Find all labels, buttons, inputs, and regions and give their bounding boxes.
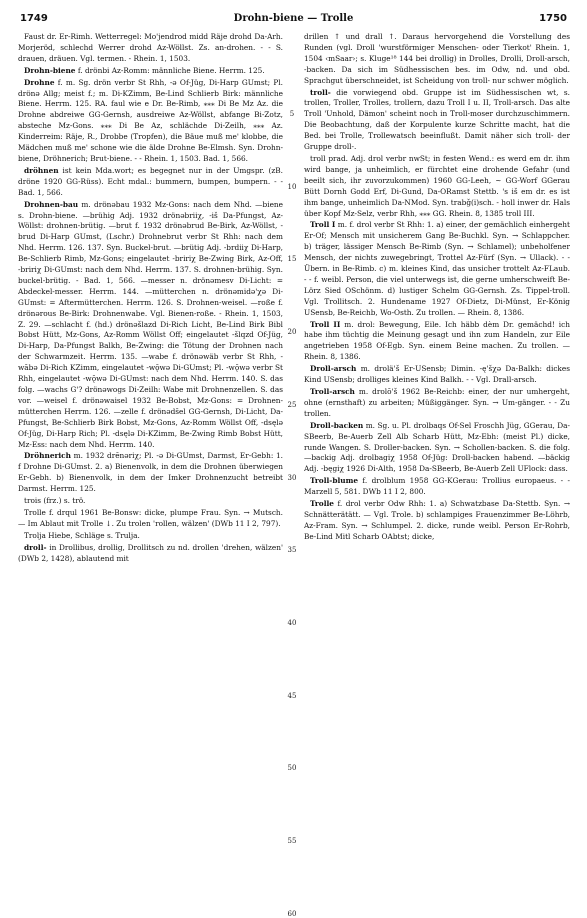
entry-text: m. Sg. u. Pl. drolbaqs Of-Sel Froschh Jüg, GGerau, Da-SBeerb, Be-Auerb Zell Alb Scharb Hütt, Mz-Ebh: (meist Pl.) dicke, runde Wangen. S. Droller-backen. Syn. → Schollen-backen. S. die folg. —backig Adj. drolbagiχ 1958 Of-Jüg: Droll-backen habend. —bäckig Adj. -bęgiχ 1926 Di-Alth, 1958 Da-SBeerb, Be-Auerb Zell UFlock: dass. xyxy=(304,420,570,474)
line-number: 30 xyxy=(287,473,297,482)
entry-headword: Drohnen-bau xyxy=(24,199,79,209)
line-number: 35 xyxy=(287,546,297,555)
dictionary-entry xyxy=(18,166,283,199)
entry-text: Trolle f. drqul 1961 Be-Bonsw: dicke, plumpe Frau. Syn. → Mutsch. — Im Ablaut mit Trolle ↓. Zu trolen 'rollen, wälzen' (DWb 11 I 2, 797). xyxy=(18,507,283,528)
entry-headword: Droll-arsch xyxy=(310,364,357,374)
entry-headword: Troll I xyxy=(310,220,336,230)
entry-headword: Droll-backen xyxy=(310,420,364,430)
entry-text: die vorwiegend obd. Gruppe ist im Südhessischen wt, s. trollen, Troller, Trolles, trollern, dazu Troll I u. II, Troll-arsch. Das alte Troll 'Unhold, Dämon' scheint noch in Troll-moser durchzuschimmern. Die Beobachtung, daß der Korpulente kurze Schritte macht, hat die Bed. bei Trolle, Trollewatsch beeinflußt. Damit näher sich troll- der Gruppe droll-. xyxy=(304,87,570,152)
line-number: 20 xyxy=(287,328,297,337)
entry-text: trois (frz.) s. trö. xyxy=(24,496,86,506)
entry-text: f. drönbi Az-Romm: männliche Biene. Herrm. 125. xyxy=(77,65,265,75)
dictionary-entry xyxy=(18,531,283,542)
entry-headword: Troll-arsch xyxy=(310,387,355,396)
entry-text: troll prad. Adj. drol verbr nwSt; in festen Wend.: es werd em dr. ihm wird bange, ja unheimlich, er fürchtet eine drohende Gefahr (und beeilt sich, ihr zuvorzukommen) 1960 GG-Leeh, ~ GG-Worf GGerau Bütt Dornh Godd Erf, Di-Gund, Da-ORamst Stettb. 's iš em dr. es ist ihm bange, unheimlich Da-NMod. Syn. trabǧ(i)sch. - holl inwer dr. Hals über Kopf Mz-Selz, verbr Rhh, ⁎⁎⁎ GG. Rhein. 8, 1385 troll III. xyxy=(304,153,570,218)
entry-headword: Drohne xyxy=(24,77,55,87)
dictionary-entry xyxy=(304,88,570,153)
entry-text: Faust dr. Er-Rimh. Wetterregel: Mo'jendrod midd Räje drohd Da-Arh. Morjeröd, schlechd Werrer drohd Az-Wöllst. Zs. an-drohen. - - S. drauen, dräuen. Vgl. termen. - Rhein. 1, 1503. xyxy=(18,32,283,63)
entry-text: drillen ↑ und drall ↑. Daraus hervorgehend die Vorstellung des Runden (vgl. Droll 'wurstförmiger Menschen- oder Tierkot' Rhein. 1, 1504 ‹mSaar›; s. Kluge¹⁸ 144 bei drollig) in Drolles, Drolli, Droll-arsch, -backen. Da sich im Südhessischen bes. im Odw, nd. und obd. Sprachgut überschneidet, ist Scheidung von troll- nur schwer möglich. xyxy=(304,32,570,85)
dictionary-entry xyxy=(304,421,570,476)
entry-text: m. drolä'š Er-USensb; Dimin. -ę'šχə Da-Balkh: dickes Kind USensb; drolliges kleines Kind Balkh. - - Vgl. Drall-arsch. xyxy=(304,364,570,385)
right-page-number: 1750 xyxy=(539,13,567,24)
entry-headword: droll- xyxy=(24,542,47,552)
dictionary-entry xyxy=(304,499,570,543)
dictionary-entry xyxy=(304,220,570,318)
line-number: 5 xyxy=(289,110,295,118)
entry-text: in Drollibus, drollig, Drollitsch zu nd. drollen 'drehen, wälzen' (DWb 2, 1428), ablautend mit xyxy=(18,542,283,563)
dictionary-entry xyxy=(18,451,283,495)
entry-text: ist kein Mda.wort; es begegnet nur in der Umgspr. (zB. dröne 1920 GG-Rüss). Echt mdal.: bummern, bumpen, bumpern. - - Bad. 1, 566. xyxy=(18,165,283,197)
entry-text: f. drol verbr Odw Rhh: 1. a) Schwatzbase Da-Stettb. Syn. → Schnätterätätt. — Vgl. Trole. b) schlampiges Frauenzimmer Be-Löhrb, Az-Fram. Syn. → Schlumpel. 2. dicke, runde weibl. Person Er-Rohrb, Be-Lind Mitl Scharb OAbtst; dicke, xyxy=(304,499,570,541)
dictionary-entry xyxy=(304,154,570,219)
entry-text: m. drönəbau 1932 Mz-Gons: nach dem Nhd. —biene s. Drohn-biene. —brühig Adj. 1932 drönəbriiχ, -iš Da-Pfungst, Az-Wöllst: drohnen-brütig. —brut f. 1932 drönəbrud Be-Birk, Az-Wöllst, -brud Di-Harp GUmst, (Lschr.) Drohnebrut verbr St Rhh: nach dem Nhd. Herrm. 126. 137. Syn. Buckel-brut. —brütig Adj. -brdiiχ Di-Harp, Be-Schlierb Rimb, Mz-Gons; eingelautet -bririχ Be-Zwing Birk, Az-Off, -bririχ Di-GUmst: nach dem Nhd. Herrm. 137. S. drohnen-brühig. Syn. buckel-brütig. - Bad. 1, 566. —messer n. drönəmesv Di-Licht: = Abdeckel-messer. Herrm. 144. —mütterchen n. drönəmidə'χə Di-GUmst: = Aftermütterchen. Herrm. 126. S. Drohnen-weisel. —roße f. drönərous Be-Birk: Drohnenwabe. Vgl. Bienen-roße. - Rhein. 1, 1503, Z. 29. —schlacht f. (hd.) drönəšlazd Di-Rich Licht, Be-Lind Birk Bibl Bobst Hütt, Mz-Gons, Az-Romm Wöllst Off; eingelautet -šlqzd Of-Jüg, Di-Harp, Da-Pfungst Balkh, Be-Zwing: die Tötung der Drohnen nach der Schwarmzeit. Herrm. 135. —wabe f. drönəwäb verbr St Rhh, -wābə Di-Rich KZimm, eingelautet -wǭwə Di-GUmst; Pl. -wǭwə verbr St Rhh, eingelautet -wǭwə Di-GUmst: nach dem Nhd. Herrm. 140. S. das folg. —wachs G'? drönəwogs Di-Zeilh: Wabe mit Drohnenzellen. S. das vor. —weisel f. drönəwaisel 1932 Be-Bobst, Mz-Gons: = Drohnen-mütterchen Herrm. 126. —zelle f. drönəds̄el GG-Gernsh, Di-Licht, Da-Pfungst, Be-Schlierb Birk Bobst, Mz-Gons, Az-Romm Wöllst Off, -dsęlə Of-Jüg, Di-Harp Rich; Pl. -dsęlə Di-KZimm, Be-Zwing Rimb Bobst Hütt, Mz-Ess: nach dem Nhd. Herrm. 140. xyxy=(18,199,283,449)
entry-headword: Drohn-biene xyxy=(24,65,76,75)
line-number: 10 xyxy=(287,182,297,191)
dictionary-entry xyxy=(304,32,570,87)
running-title: Drohn-biene — Trolle xyxy=(233,13,354,24)
dictionary-entry xyxy=(18,200,283,451)
line-number: 45 xyxy=(287,691,297,700)
entry-text: m. drol: Bewegung, Eile. Ich häbb dèm Dr. gemächd! ich habe ihm tüchtig die Meinung gesagt und ihn zum Handeln, zur Eile angetrieben 1958 Of-Egb. Syn. einem Beine machen. Zu trollen. — Rhein. 8, 1386. xyxy=(304,319,570,362)
entry-text: f. drolblum 1958 GG-KGerau: Trollius europaeus. - - Marzell 5, 581. DWb 11 I 2, 800. xyxy=(304,476,570,497)
entry-text: m. 1932 drēnəriχ; Pl. -ə Di-GUmst, Darmst, Er-Gebh: 1. f Drohne Di-GUmst. 2. a) Bienenvolk, in dem die Drohnen überwiegen Er-Gebh. b) Bienenvolk, in dem der Imker Drohnenzucht betreibt Darmst. Herrm. 125. xyxy=(18,451,283,494)
dictionary-entry xyxy=(304,476,570,498)
dictionary-entry xyxy=(18,496,283,507)
dictionary-entry xyxy=(18,66,283,77)
line-number: 55 xyxy=(287,837,297,845)
entry-headword: Troll-blume xyxy=(310,476,359,486)
line-number: 50 xyxy=(287,764,297,773)
line-number: 25 xyxy=(287,400,297,409)
dictionary-entry xyxy=(304,320,570,364)
dictionary-entry xyxy=(304,387,570,420)
page-header xyxy=(0,0,587,32)
entry-text: m. f. drol verbr St Rhh: 1. a) einer, der gemächlich einhergeht Er-Of; Mensch mit unsicherem Gang Be-Buchkl. Syn. → Schlappcher. b) träger, lässiger Mensch Be-Rimb (Syn. → Schlamel); unbeholfener Mensch, der nichts zuwegebringt, Trottel Az-Fürf (Syn. → Ullack). - - Übern. in Be-Rimb. c) m. kleines Kind, das unsicher trottelt Az-FLaub. - - f. weibl. Person, die viel unterwegs ist, die gerne umherschweift Be-Lörz Sied OSchönm. d) lustiger Schelm GG-Gernsh. Zs. Tippel-troll. Vgl. Trollitsch. 2. Hundename 1927 Of-Dietz, Di-Münst, Er-König USensb, Be-Reichb, Wo-Osth. Zu trollen. — Rhein. 8, 1386. xyxy=(304,220,570,317)
entry-headword: Dröhnerich xyxy=(24,451,71,461)
entry-headword: dröhnen xyxy=(24,165,59,175)
entry-text: Trolja Hiebe, Schläge s. Trulja. xyxy=(24,530,140,540)
entry-text: f. m. Sg. drön verbr St Rhh, -ə Of-Jüg, Di-Harp GUmst; Pl. drönə Allg; meist f.; m. Di-KZimm, Be-Lind Schlierb Birk: männliche Biene. Herrm. 125. RA. faul wie e Dr. Be-Rimb, ⁎⁎⁎ Di Be Mz Az. die Drohne abdreiwe GG-Gernsh, ausdreiwe Az-Wöllst, abfange Bi-Zotz, absteche Mz-Gons. ⁎⁎⁎ Di Be Az, schlächde Di-Zeilh, ⁎⁎⁎ Az. Kinderreim: Räje, R., Drobbe (Tropfen), die Bäue muß me' klobbe, die Mädchen muß me' schone wie die älde Drohne Be-Elmsh. Syn. Drohn-biene, Dröhnerich; Brut-biene. - - Rhein. 1, 1503. Bad. 1, 566. xyxy=(18,77,283,163)
dictionary-entry xyxy=(304,364,570,386)
entry-headword: troll- xyxy=(310,87,331,97)
dictionary-entry xyxy=(18,32,283,65)
dictionary-entry xyxy=(18,543,283,565)
dictionary-entry xyxy=(18,508,283,530)
entry-headword: Troll II xyxy=(310,319,341,329)
dictionary-entry xyxy=(18,78,283,165)
left-page-number: 1749 xyxy=(20,13,48,24)
line-number: 40 xyxy=(287,618,297,627)
entry-text: m. drolō'š 1962 Be-Reichb: einer, der nur umhergeht, ohne (ernsthaft) zu arbeiten; Müßiggänger. Syn. → Um-gänger. - - Zu trollen. xyxy=(304,387,570,418)
right-column xyxy=(304,32,570,900)
left-column xyxy=(18,32,283,900)
line-number: 60 xyxy=(287,909,297,918)
entry-headword: Trolle xyxy=(310,499,334,509)
line-number: 15 xyxy=(287,255,297,264)
